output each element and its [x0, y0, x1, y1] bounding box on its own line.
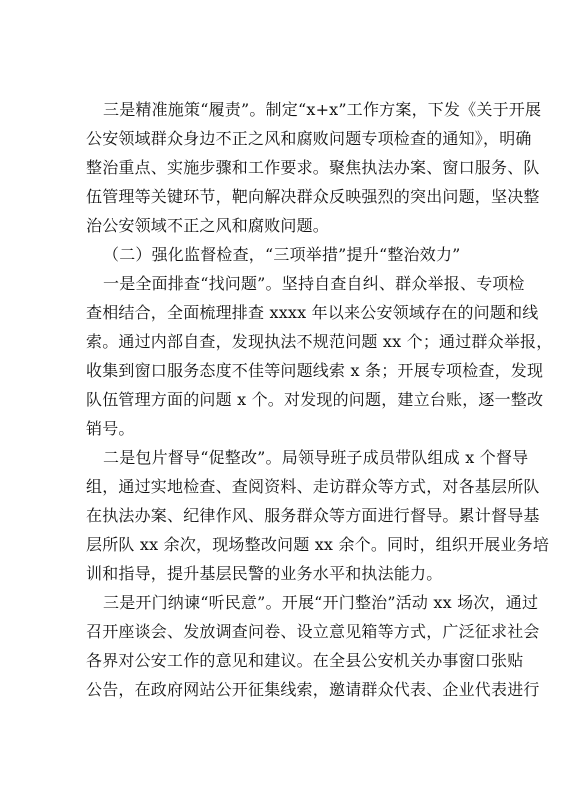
- paragraph-line: 整治重点、实施步骤和工作要求。聚焦执法办案、窗口服务、队: [86, 158, 540, 177]
- paragraph-line: 三是精准施策“履责”。制定“x+x”工作方案，下发《关于开展: [103, 100, 542, 119]
- paragraph-line: 索。通过内部自查，发现执法不规范问题 xx 个；通过群众举报，: [86, 332, 553, 351]
- paragraph-line: 销号。: [86, 419, 135, 438]
- paragraph-line: 公安领域群众身边不正之风和腐败问题专项检查的通知》，明确: [86, 129, 532, 148]
- paragraph-line: 伍管理等关键环节，靶向解决群众反映强烈的突出问题，坚决整: [86, 187, 540, 206]
- paragraph-line: 训和指导，提升基层民警的业务水平和执法能力。: [86, 564, 443, 583]
- document-body: [86, 95, 553, 704]
- paragraph-line: 队伍管理方面的问题 x 个。对发现的问题，建立台账，逐一整改: [86, 390, 544, 409]
- paragraph-line: 治公安领域不正之风和腐败问题。: [86, 216, 330, 235]
- paragraph-line: 层所队 xx 余次，现场整改问题 xx 余个。同时，组织开展业务培: [86, 535, 550, 554]
- paragraph-line: 公告，在政府网站公开征集线索，邀请群众代表、企业代表进行: [86, 680, 540, 699]
- section-heading: （二）强化监督检查，“三项举措”提升“整治效力”: [103, 245, 461, 264]
- paragraph-line: 一是全面排查“找问题”。坚持自查自纠、群众举报、专项检: [103, 274, 525, 293]
- paragraph-line: 在执法办案、纪律作风、服务群众等方面进行督导。累计督导基: [86, 506, 540, 525]
- paragraph-line: 组，通过实地检查、查阅资料、走访群众等方式，对各基层所队: [86, 477, 540, 496]
- paragraph-line: 各界对公安工作的意见和建议。在全县公安机关办事窗口张贴: [86, 651, 524, 670]
- paragraph-line: 查相结合，全面梳理排查 xxxx 年以来公安领域存在的问题和线: [86, 303, 539, 322]
- paragraph-line: 二是包片督导“促整改”。局领导班子成员带队组成 x 个督导: [103, 448, 529, 467]
- paragraph-line: 召开座谈会、发放调查问卷、设立意见箱等方式，广泛征求社会: [86, 622, 540, 641]
- paragraph-line: 收集到窗口服务态度不佳等问题线索 x 条；开展专项检查，发现: [86, 361, 544, 380]
- paragraph-line: 三是开门纳谏“听民意”。开展“开门整治”活动 xx 场次，通过: [103, 593, 539, 612]
